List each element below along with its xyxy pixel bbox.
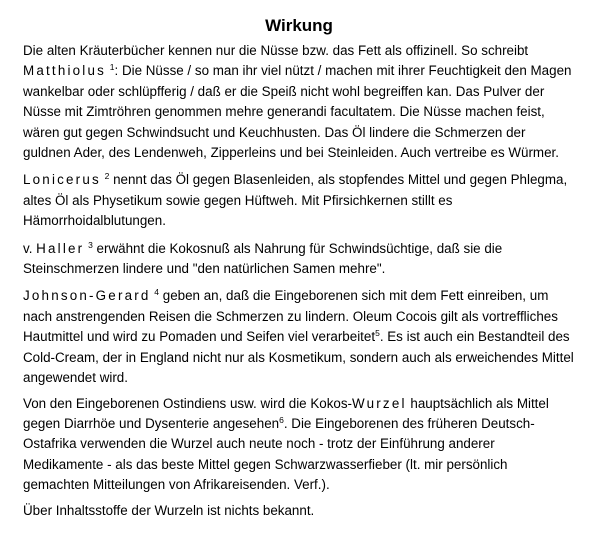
- emphasized-word-wurzel: Wurzel: [352, 395, 407, 411]
- footnote-ref-1: 1: [109, 62, 115, 73]
- paragraph-text: . Die Eingeborenen des früheren Deutsch-Ostafrika verwenden die Wurzel auch neute noch - trotz der Einführung anderer Medikamente - als das beste Mittel gegen Schwarzwasserfieber (lt. mir persönlich gemachten Mitteilungen von Afrikareisenden. Verf.).: [23, 415, 535, 493]
- paragraph-inhaltsstoffe: [23, 501, 575, 521]
- paragraph-wurzel: [23, 394, 575, 496]
- author-prefix: v.: [23, 240, 33, 256]
- author-name-johnson-gerard: Johnson-Gerard: [23, 288, 151, 304]
- paragraph-text: Die alten Kräuterbücher kennen nur die Nüsse bzw. das Fett als offizinell. So schreibt: [23, 43, 529, 58]
- paragraph-text: . Es ist auch ein Bestandteil des Cold-Cream, der in England nicht nur als Kosmetikum, sondern auch als erweichendes Mittel angewendet wird.: [23, 329, 574, 386]
- paragraph-text: geben an, daß die Eingeborenen sich mit dem Fett einreiben, um nach anstrengenden Reisen die Schmerzen zu lindern. Oleum Cocois gilt als vortreffliches Hautmittel und wird zu Pomaden und Seifen viel verarbeitet: [23, 288, 558, 345]
- paragraph-text: nennt das Öl gegen Blasenleiden, als stopfendes Mittel und gegen Phlegma, altes Öl als Physetikum sowie gegen Hüftweh. Mit Pfirsichkernen stillt es Hämorrhoidalblutungen.: [23, 172, 568, 229]
- author-name-lonicerus: Lonicerus: [23, 172, 101, 188]
- paragraph-text: Über Inhaltsstoffe der Wurzeln ist nichts bekannt.: [23, 502, 315, 518]
- paragraph-text: Von den Eingeborenen Ostindiens usw. wird die Kokos-: [23, 395, 353, 411]
- paragraph-johnson-gerard: [23, 286, 575, 388]
- paragraph-haller: [23, 239, 575, 280]
- footnote-ref-5: 5: [375, 328, 380, 339]
- footnote-ref-3: 3: [88, 239, 93, 250]
- paragraph-text: hauptsächlich als Mittel gegen Diarrhöe und Dysenterie angesehen: [23, 395, 549, 431]
- author-name-haller: Haller: [36, 240, 85, 256]
- paragraph-lonicerus: [23, 170, 575, 231]
- paragraph-text: erwähnt die Kokosnuß als Nahrung für Schwindsüchtige, daß sie die Steinschmerzen lindere und "den natürlichen Samen mehre".: [23, 240, 503, 277]
- section-title: Wirkung: [265, 16, 333, 35]
- footnote-ref-2: 2: [104, 171, 110, 182]
- author-name-matthiolus: Matthiolus: [23, 63, 107, 79]
- paragraph-matthiolus: [23, 41, 575, 163]
- paragraph-text: : Die Nüsse / so man ihr viel nützt / machen mit ihrer Feuchtigkeit den Magen wankelbar oder schlüpfferig / daß er die Speiß nicht wohl begreiffen kan. Das Pulver der Nüsse mit Zimtröhren genommen mehre generandi facultatem. Die Nüsse machen feist, wären gut gegen Schwindsucht und Keuchhusten. Das Öl lindere die Schmerzen der guldnen Ader, des Lendenweh, Zipperleins und bei Steinleiden. Auch vertreibe es Würmer.: [23, 63, 572, 161]
- footnote-ref-4: 4: [154, 287, 160, 298]
- footnote-ref-6: 6: [279, 414, 284, 425]
